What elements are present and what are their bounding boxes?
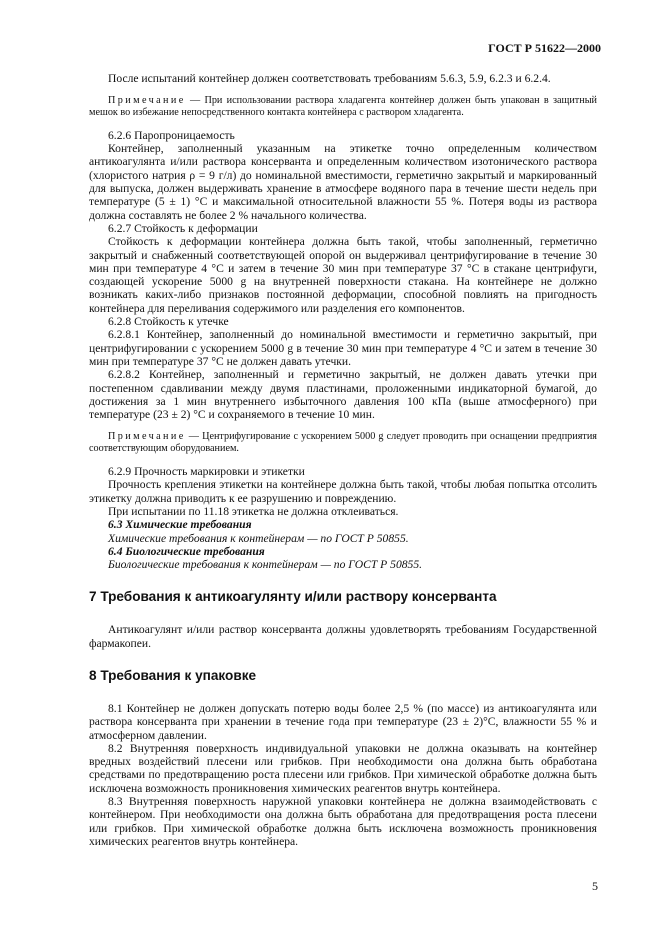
- page-content: [89, 72, 597, 848]
- section-6-2-8-1: 6.2.8.1 Контейнер, заполненный до номинальной вместимости и герметично закрытый, при центрифугировании с ускорением 5000 g в течение 30 мин при температуре 4 °С и затем в течение 30 мин при температуре 37 °С не должен давать утечки.: [89, 328, 597, 368]
- note-label: Примечание: [108, 95, 186, 107]
- section-6-2-9-text-2: При испытании по 11.18 этикетка не должна отклеиваться.: [108, 504, 399, 518]
- section-7-text: Антикоагулянт и/или раствор консерванта должны удовлетворять требованиям Государственной фармакопеи.: [89, 623, 597, 650]
- section-8-heading: 8 Требования к упаковке: [89, 667, 257, 683]
- note-2: [89, 431, 597, 455]
- section-6-2-8-title: 6.2.8 Стойкость к утечке: [108, 315, 229, 329]
- section-6-3-text: Химические требования к контейнерам — по ГОСТ Р 50855.: [108, 531, 409, 545]
- section-6-4-title: 6.4 Биологические требования: [108, 544, 265, 558]
- section-6-2-9-text: Прочность крепления этикетки на контейнере должна быть такой, чтобы любая попытка отсолить этикетку должна приводить к ее разрушению и повреждению.: [89, 478, 597, 505]
- note-1: [89, 95, 597, 119]
- section-8-2: 8.2 Внутренняя поверхность индивидуальной упаковки не должна оказывать на контейнер вредных воздействий плесени или грибков. При необходимости она должна быть обработана средствами по предотвращению роста плесени или грибков. При химической обработке должна быть исключена возможность проникновения химических реагентов внутрь контейнера.: [89, 741, 597, 795]
- document-header: ГОСТ Р 51622—2000: [488, 41, 601, 55]
- note-text: — Центрифугирование с ускорением 5000 g следует проводить при оснащении предприятия соответствующим оборудованием.: [89, 431, 597, 455]
- section-6-2-6-text: Контейнер, заполненный указанным на этикетке точно определенным количеством антикоагулянта и/или раствора консерванта и определенным количеством изотонического раствора (хлористого натрия ρ = 9 г/л) до номинальной вместимости, герметично закрытый и маркированный для выпуска, должен выдерживать хранение в атмосфере водяного пара в течение шести недель при температуре (5 ± 1) °С и максимальной относительной влажности 55 %. Потеря воды из раствора должна составлять не более 2 % начального количества.: [89, 142, 597, 222]
- section-6-2-8-2: 6.2.8.2 Контейнер, заполненный и герметично закрытый, не должен давать утечки при постепенном сдавливании между двумя пластинами, проложенными индикаторной бумагой, до достижения за 1 мин внутреннего избыточного давления 100 кПа (выше атмосферного) при температуре (23 ± 2) °С и сохраняемого в течение 10 мин.: [89, 368, 597, 422]
- note-label: Примечание: [108, 431, 186, 443]
- section-7-heading: 7 Требования к антикоагулянту и/или раствору консерванта: [89, 589, 497, 605]
- note-text: — При использовании раствора хладагента контейнер должен быть упакован в защитный мешок во избежание непосредственного контакта контейнера с раствором хладагента.: [89, 95, 597, 119]
- paragraph-test-result: После испытаний контейнер должен соответствовать требованиям 5.6.3, 5.9, 6.2.3 и 6.2.4.: [108, 72, 551, 85]
- section-6-2-6-title: 6.2.6 Паропроницаемость: [108, 128, 235, 142]
- section-6-2-7-title: 6.2.7 Стойкость к деформации: [108, 221, 258, 235]
- section-8-1: 8.1 Контейнер не должен допускать потерю воды более 2,5 % (по массе) из антикоагулянта или раствора консерванта при хранении в течение года при температуре (23 ± 2)°С, влажности 55 % и атмосферном давлении.: [89, 701, 597, 742]
- section-6-3-title: 6.3 Химические требования: [108, 518, 252, 532]
- section-6-2-9-title: 6.2.9 Прочность маркировки и этикетки: [108, 465, 305, 479]
- section-8-3: 8.3 Внутренняя поверхность наружной упаковки контейнера не должна взаимодействовать с контейнером. При необходимости она должна быть обработана для предотвращения роста плесени или грибков. При химической обработке должна быть исключена возможность проникновения химических реагентов внутрь контейнера.: [89, 795, 597, 848]
- page-number: 5: [592, 879, 598, 893]
- section-6-2-7-text: Стойкость к деформации контейнера должна быть такой, чтобы заполненный, герметично закрытый и снабженный соответствующей опорой он выдерживал центрифугирование в течение 30 мин при температуре 4 °С и затем в течение 30 мин при температуре 37 °С в стакане центрифуги, создающей ускорение 5000 g на внутренней поверхности стакана. На контейнере не должно возникать каких-либо признаков постоянной деформации, способной повлиять на пригодность контейнера для переливания содержимого или разделения его компонентов.: [89, 235, 597, 315]
- section-6-4-text: Биологические требования к контейнерам — по ГОСТ Р 50855.: [108, 558, 423, 572]
